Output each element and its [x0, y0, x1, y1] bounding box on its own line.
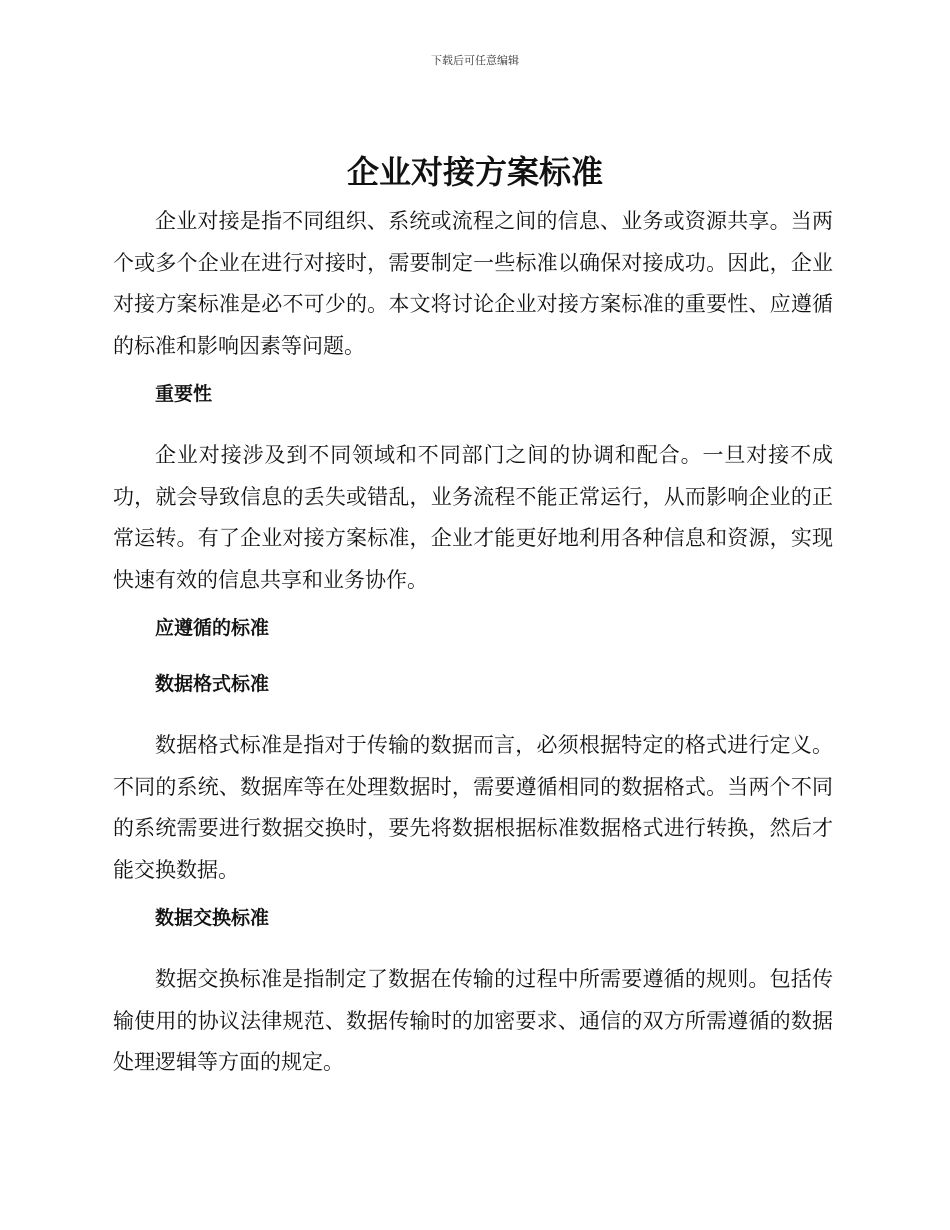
document-body: [113, 201, 833, 1096]
intro-paragraph: 企业对接是指不同组织、系统或流程之间的信息、业务或资源共享。当两个或多个企业在进行对接时，需要制定一些标准以确保对接成功。因此，企业对接方案标准是必不可少的。本文将讨论企业对接方案标准的重要性、应遵循的标准和影响因素等问题。: [113, 209, 833, 358]
document-title: 企业对接方案标准: [346, 153, 603, 191]
section-heading-data-format: 数据格式标准: [155, 673, 270, 695]
section-paragraph-importance: 企业对接涉及到不同领域和不同部门之间的协调和配合。一旦对接不成功，就会导致信息的丢失或错乱，业务流程不能正常运行，从而影响企业的正常运转。有了企业对接方案标准，企业才能更好地利用各种信息和资源，实现快速有效的信息共享和业务协作。: [113, 443, 833, 592]
section-paragraph-data-format: 数据格式标准是指对于传输的数据而言，必须根据特定的格式进行定义。不同的系统、数据库等在处理数据时，需要遵循相同的数据格式。当两个不同的系统需要进行数据交换时，要先将数据根据标准数据格式进行转换，然后才能交换数据。: [113, 733, 833, 882]
section-heading-standards: 应遵循的标准: [155, 617, 270, 639]
section-paragraph-data-exchange: 数据交换标准是指制定了数据在传输的过程中所需要遵循的规则。包括传输使用的协议法律规范、数据传输时的加密要求、通信的双方所需遵循的数据处理逻辑等方面的规定。: [113, 967, 833, 1074]
page-header: 下载后可任意编辑: [431, 54, 519, 67]
section-heading-data-exchange: 数据交换标准: [155, 907, 270, 929]
section-heading-importance: 重要性: [155, 383, 213, 405]
